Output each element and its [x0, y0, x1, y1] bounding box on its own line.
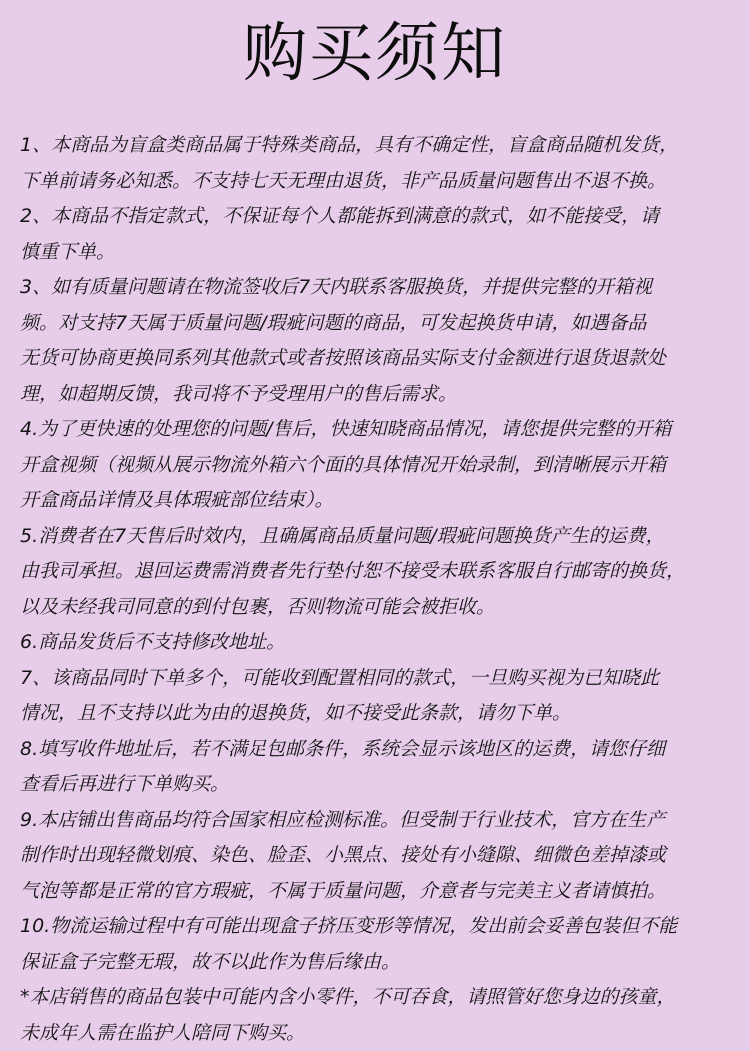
notice-line: 1、本商品为盲盒类商品属于特殊类商品，具有不确定性，盲盒商品随机发货， [20, 128, 732, 164]
notice-line: 慎重下单。 [20, 235, 732, 271]
notice-line: 制作时出现轻微划痕、染色、脸歪、小黑点、接处有小缝隙、细微色差掉漆或 [20, 838, 732, 874]
notice-line: 由我司承担。退回运费需消费者先行垫付恕不接受未联系客服自行邮寄的换货， [20, 554, 732, 590]
notice-line: 8.填写收件地址后，若不满足包邮条件，系统会显示该地区的运费，请您仔细 [20, 732, 732, 768]
notice-line: 查看后再进行下单购买。 [20, 767, 732, 803]
notice-line: 频。对支持7天属于质量问题/瑕疵问题的商品，可发起换货申请，如遇备品 [20, 306, 732, 342]
notice-line: 情况，且不支持以此为由的退换货，如不接受此条款，请勿下单。 [20, 696, 732, 732]
notice-line: *本店销售的商品包装中可能内含小零件，不可吞食，请照管好您身边的孩童， [20, 980, 732, 1016]
notice-line: 3、如有质量问题请在物流签收后7天内联系客服换货，并提供完整的开箱视 [20, 270, 732, 306]
notice-line: 以及未经我司同意的到付包裹，否则物流可能会被拒收。 [20, 590, 732, 626]
notice-line: 2、本商品不指定款式，不保证每个人都能拆到满意的款式，如不能接受，请 [20, 199, 732, 235]
notice-line: 气泡等都是正常的官方瑕疵，不属于质量问题，介意者与完美主义者请慎拍。 [20, 874, 732, 910]
notice-line: 10.物流运输过程中有可能出现盒子挤压变形等情况，发出前会妥善包装但不能 [20, 909, 732, 945]
notice-line: 无货可协商更换同系列其他款式或者按照该商品实际支付金额进行退货退款处 [20, 341, 732, 377]
notice-line: 开盒商品详情及具体瑕疵部位结束）。 [20, 483, 732, 519]
notice-line: 5.消费者在7天售后时效内，且确属商品质量问题/瑕疵问题换货产生的运费， [20, 519, 732, 555]
notice-line: 4.为了更快速的处理您的问题/售后，快速知晓商品情况，请您提供完整的开箱 [20, 412, 732, 448]
notice-line: 下单前请务必知悉。不支持七天无理由退货，非产品质量问题售出不退不换。 [20, 164, 732, 200]
notice-line: 9.本店铺出售商品均符合国家相应检测标准。但受制于行业技术，官方在生产 [20, 803, 732, 839]
notice-line: 未成年人需在监护人陪同下购买。 [20, 1016, 732, 1051]
notice-list [20, 128, 732, 1051]
notice-line: 理，如超期反馈，我司将不予受理用户的售后需求。 [20, 377, 732, 413]
page-title: 购买须知 [0, 14, 750, 94]
notice-line: 6.商品发货后不支持修改地址。 [20, 625, 732, 661]
notice-line: 7、该商品同时下单多个，可能收到配置相同的款式，一旦购买视为已知晓此 [20, 661, 732, 697]
notice-line: 开盒视频（视频从展示物流外箱六个面的具体情况开始录制，到清晰展示开箱 [20, 448, 732, 484]
notice-line: 保证盒子完整无瑕，故不以此作为售后缘由。 [20, 945, 732, 981]
